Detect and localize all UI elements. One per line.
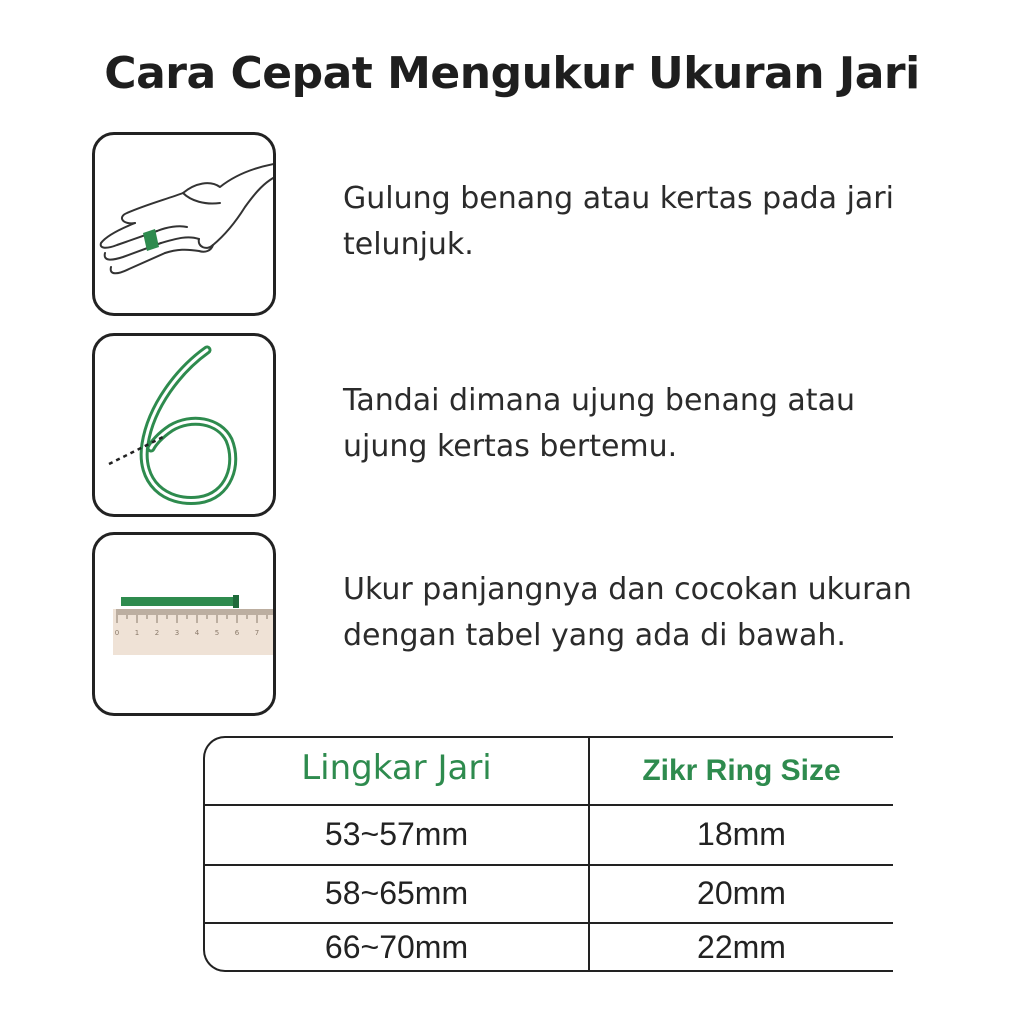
finger-circumference-cell: 58~65mm: [324, 874, 469, 911]
size-table: [203, 736, 893, 972]
step-3-illustration: [92, 532, 276, 716]
ruler-number: 2: [154, 629, 160, 637]
ruler-number: 4: [194, 629, 200, 637]
table-row: [205, 922, 893, 972]
finger-circumference-cell: 66~70mm: [324, 928, 469, 965]
ruler-number: 7: [254, 629, 260, 637]
ring-size-cell: 22mm: [697, 928, 786, 965]
table-row: [205, 864, 893, 924]
ring-size-cell: 18mm: [697, 815, 786, 852]
thread-loop-icon: [95, 336, 276, 517]
ruler-icon: [95, 535, 276, 716]
step-3-text: Ukur panjangnya dan cocokan ukuran dengan tabel yang ada di bawah.: [343, 572, 912, 653]
table-row: [205, 804, 893, 866]
step-1-illustration: [92, 132, 276, 316]
page-title: Cara Cepat Mengukur Ukuran Jari: [104, 48, 920, 99]
header-lingkar-jari: Lingkar Jari: [301, 748, 492, 788]
ruler-number: 1: [134, 629, 140, 637]
hand-wrap-icon: [95, 135, 276, 316]
step-2-text: Tandai dimana ujung benang atau ujung kertas bertemu.: [343, 383, 855, 464]
finger-circumference-cell: 53~57mm: [324, 815, 469, 852]
header-ring-size: Zikr Ring Size: [642, 754, 841, 787]
step-1-text: Gulung benang atau kertas pada jari telunjuk.: [343, 181, 894, 262]
table-header-row: [205, 738, 893, 806]
measured-strip: [121, 597, 239, 606]
ruler-number: 3: [174, 629, 180, 637]
ruler-number: 0: [114, 629, 120, 637]
ring-size-cell: 20mm: [697, 874, 786, 911]
strip-end-mark: [233, 595, 239, 608]
ruler-number: 6: [234, 629, 240, 637]
ruler-number: 5: [214, 629, 220, 637]
step-2-illustration: [92, 333, 276, 517]
